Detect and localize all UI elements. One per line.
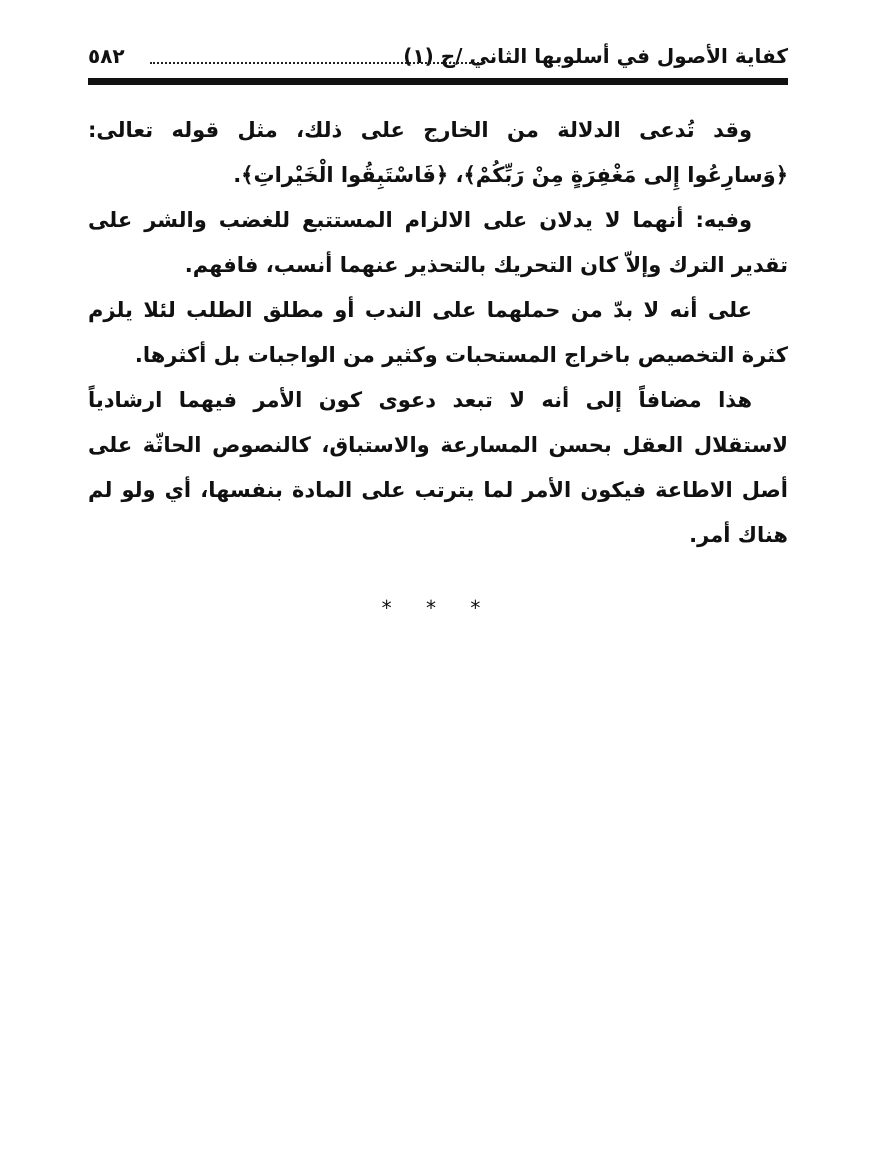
paragraph-text: وقد تُدعى الدلالة من الخارج على ذلك، مثل قوله تعالى: [88, 118, 752, 142]
section-ornament: * * * [381, 596, 495, 620]
paragraph [88, 288, 788, 378]
paragraph-text: على أنه لا بدّ من حملهما على الندب أو مطلق الطلب لئلا يلزم كثرة التخصيص باخراج المستحبات وكثير من الواجبات بل أكثرها. [88, 298, 788, 367]
paragraph [88, 198, 788, 288]
dotted-leader [150, 62, 483, 64]
paragraph [88, 108, 788, 198]
body-text [88, 108, 788, 558]
paragraph-text: وفيه: أنهما لا يدلان على الالزام المستتبع للغضب والشر على تقدير الترك وإلاّ كان التحريك بالتحذير عنهما أنسب، فافهم. [88, 208, 788, 277]
paragraph [88, 378, 788, 558]
page-header [88, 40, 788, 76]
paragraph-text: هذا مضافاً إلى أنه لا تبعد دعوى كون الأمر فيهما ارشادياً لاستقلال العقل بحسن المسارعة والاستباق، كالنصوص الحاثّة على أصل الاطاعة فيكون الأمر لما يترتب على المادة بنفسها، أي ولو لم هناك أمر. [88, 388, 788, 547]
page-number: ٥٨٢ [88, 44, 125, 68]
quran-quotation: ﴿وَسارِعُوا إِلى مَغْفِرَةٍ مِنْ رَبِّكُمْ﴾، ﴿فَاسْتَبِقُوا الْخَيْراتِ﴾. [233, 163, 788, 187]
running-title: كفاية الأصول في أسلوبها الثاني /ج (١) [403, 44, 788, 68]
header-rule [88, 78, 788, 85]
